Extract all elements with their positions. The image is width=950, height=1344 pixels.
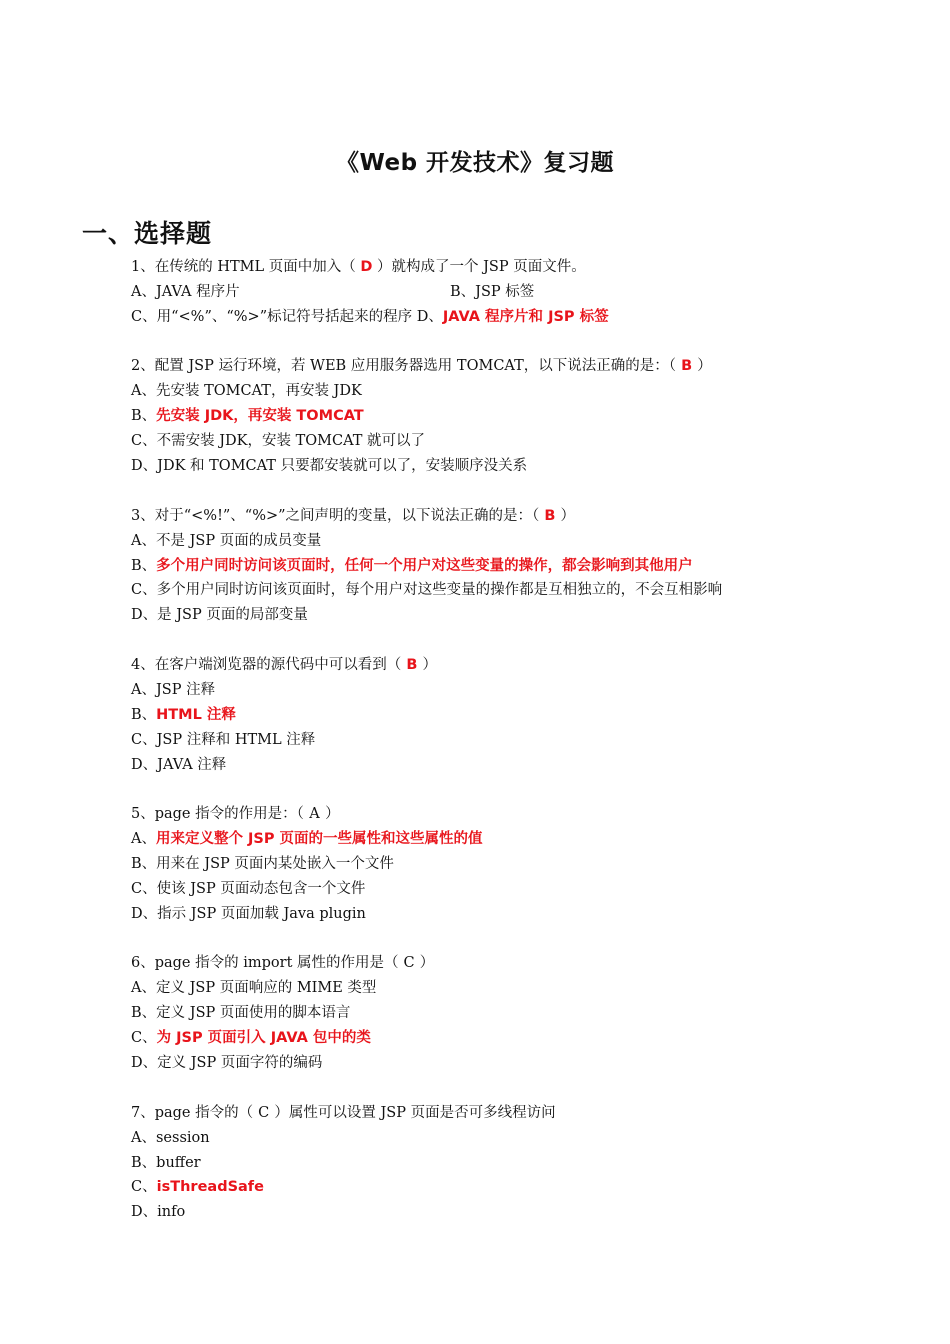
option-b [131,558,693,574]
option-row [0,753,950,778]
option-row [0,603,950,628]
question-list [0,255,950,1250]
option-a [131,533,321,549]
option-a [131,980,376,996]
option-row [0,454,950,479]
question-stem [0,951,950,976]
option-text: 不需安装 JDK，安装 TOMCAT 就可以了 [156,433,426,450]
answer-mark: B [406,656,418,673]
option-row [0,827,950,852]
option-prefix: C、 [131,731,157,748]
question-text: 2、配置 JSP 运行环境，若 WEB 应用服务器选用 TOMCAT，以下说法正确的是：（ [131,358,681,375]
option-prefix: C、 [131,433,157,450]
question-text: 5、page 指令的作用是：（ [131,806,309,823]
question-text-end: ）就构成了一个 JSP 页面文件。 [372,259,586,275]
option-b [450,280,534,305]
option-text: JAVA 程序片 [155,283,240,300]
option-text: 用来定义整个 JSP 页面的一些属性和这些属性的值 [155,831,483,848]
option-text: JSP 注释 [155,681,216,698]
question-block [0,1101,950,1225]
option-row [0,305,950,330]
option-d [131,757,226,773]
option-c [131,1179,264,1195]
answer-mark: C [258,1104,270,1121]
option-c [131,1030,371,1046]
option-prefix: A、 [131,980,156,997]
option-prefix: B、 [131,1154,157,1171]
option-a [131,383,362,399]
option-row [0,852,950,877]
question-stem [0,802,950,827]
option-text: 使该 JSP 页面动态包含一个文件 [156,880,366,897]
option-b [131,707,236,723]
option-prefix: D、 [131,458,158,475]
option-prefix: D、 [131,905,158,922]
option-row [0,902,950,927]
option-b [131,1155,201,1171]
question-text-end: ） [555,507,576,524]
option-row [0,1001,950,1026]
option-prefix: B、 [131,408,157,425]
option-row [0,429,950,454]
answer-mark: A [309,806,320,823]
option-prefix: B、 [131,706,157,723]
question-text: 7、page 指令的（ [131,1104,258,1121]
option-row [0,529,950,554]
question-stem [0,255,950,280]
answer-mark: D [360,259,373,275]
question-block [0,951,950,1075]
question-text: 4、在客户端浏览器的源代码中可以看到（ [131,656,406,673]
option-text: 为 JSP 页面引入 JAVA 包中的类 [156,1030,371,1047]
option-row [0,703,950,728]
option-prefix: D、 [416,308,443,325]
option-text: 多个用户同时访问该页面时，每个用户对这些变量的操作都是互相独立的，不会互相影响 [156,582,723,599]
option-text: 定义 JSP 页面使用的脚本语言 [156,1005,351,1022]
option-row [0,1151,950,1176]
question-block [0,653,950,777]
option-text: HTML 注释 [156,706,236,723]
question-text: 6、page 指令的 import 属性的作用是（ [131,955,404,972]
option-row [0,1200,950,1225]
option-text: 先安装 JDK，再安装 TOMCAT [156,408,364,425]
option-row [0,976,950,1001]
question-text-end: ） [415,955,435,972]
option-prefix: B、 [131,1005,157,1022]
option-text: 不是 JSP 页面的成员变量 [155,532,322,549]
option-b [131,1005,350,1021]
option-d [131,1204,185,1220]
option-a [131,1130,210,1146]
question-text-end: ） [417,656,437,673]
option-row [0,404,950,429]
question-text-end: ） [320,806,340,823]
option-row [0,1126,950,1151]
option-text: isThreadSafe [156,1179,264,1196]
option-row [0,678,950,703]
option-b [131,856,394,872]
option-text: JAVA 注释 [157,756,227,773]
option-text: 是 JSP 页面的局部变量 [157,607,308,624]
option-row [0,1026,950,1051]
option-row [0,1051,950,1076]
option-text: JSP 标签 [475,283,535,300]
question-text-end: ） [692,358,712,375]
question-stem [0,504,950,529]
option-text: 先安装 TOMCAT，再安装 JDK [155,383,362,400]
option-prefix: A、 [131,1129,156,1146]
question-block [0,354,950,478]
document-title: 《Web 开发技术》复习题 [335,150,615,176]
option-d [131,906,366,922]
question-text: 3、对于“<%!”、“%>”之间声明的变量，以下说法正确的是：（ [131,507,544,524]
option-row [0,1175,950,1200]
question-block [0,802,950,926]
option-text: 指示 JSP 页面加载 Java plugin [157,905,366,922]
option-c [131,433,425,449]
option-prefix: C、 [131,308,157,325]
option-row [0,379,950,404]
option-prefix: A、 [131,831,156,848]
option-a [131,284,240,300]
option-text: session [155,1129,210,1146]
option-prefix: B、 [131,557,157,574]
answer-mark: B [544,507,556,524]
option-c [131,582,722,598]
option-prefix: C、 [131,1030,157,1047]
option-text: info [157,1204,186,1221]
option-prefix: B、 [450,283,476,300]
option-b [131,408,364,424]
option-c [131,309,412,325]
option-text: 定义 JSP 页面响应的 MIME 类型 [155,980,377,997]
option-prefix: D、 [131,756,158,773]
option-text: 用“<%”、“%>”标记符号括起来的程序 [156,308,413,325]
option-prefix: D、 [131,1204,158,1221]
option-d [131,607,308,623]
option-prefix: C、 [131,1179,157,1196]
question-stem [0,1101,950,1126]
question-stem [0,653,950,678]
option-prefix: B、 [131,856,157,872]
option-row [0,554,950,579]
option-d [131,1055,322,1071]
option-prefix: A、 [131,681,156,698]
option-prefix: D、 [131,607,158,624]
question-text: 1、在传统的 HTML 页面中加入（ [131,259,361,275]
option-row [0,578,950,603]
option-d [131,458,527,474]
option-text: 用来在 JSP 页面内某处嵌入一个文件 [156,856,394,872]
option-prefix: A、 [131,532,156,549]
option-a [131,682,215,698]
option-row [0,728,950,753]
option-c [131,732,315,748]
answer-mark: B [681,358,693,375]
option-prefix: A、 [131,283,156,300]
option-text: 定义 JSP 页面字符的编码 [157,1055,323,1072]
answer-mark: C [403,955,415,972]
option-prefix: C、 [131,582,157,599]
question-stem [0,354,950,379]
option-a [131,831,483,847]
option-prefix: C、 [131,880,157,897]
option-row [0,877,950,902]
option-text: JDK 和 TOMCAT 只要都安装就可以了，安装顺序没关系 [157,458,528,475]
option-text: buffer [156,1154,201,1171]
option-d [417,309,609,325]
option-c [131,881,365,897]
question-block [0,504,950,628]
option-prefix: D、 [131,1055,158,1072]
option-text: JSP 注释和 HTML 注释 [156,731,316,748]
option-text: 多个用户同时访问该页面时，任何一个用户对这些变量的操作，都会影响到其他用户 [156,557,693,574]
option-row [0,280,950,305]
question-block [0,255,950,330]
section-heading: 一、选择题 [82,219,213,248]
question-text-end: ）属性可以设置 JSP 页面是否可多线程访问 [269,1104,556,1121]
option-text: JAVA 程序片和 JSP 标签 [442,308,609,325]
option-prefix: A、 [131,383,156,400]
